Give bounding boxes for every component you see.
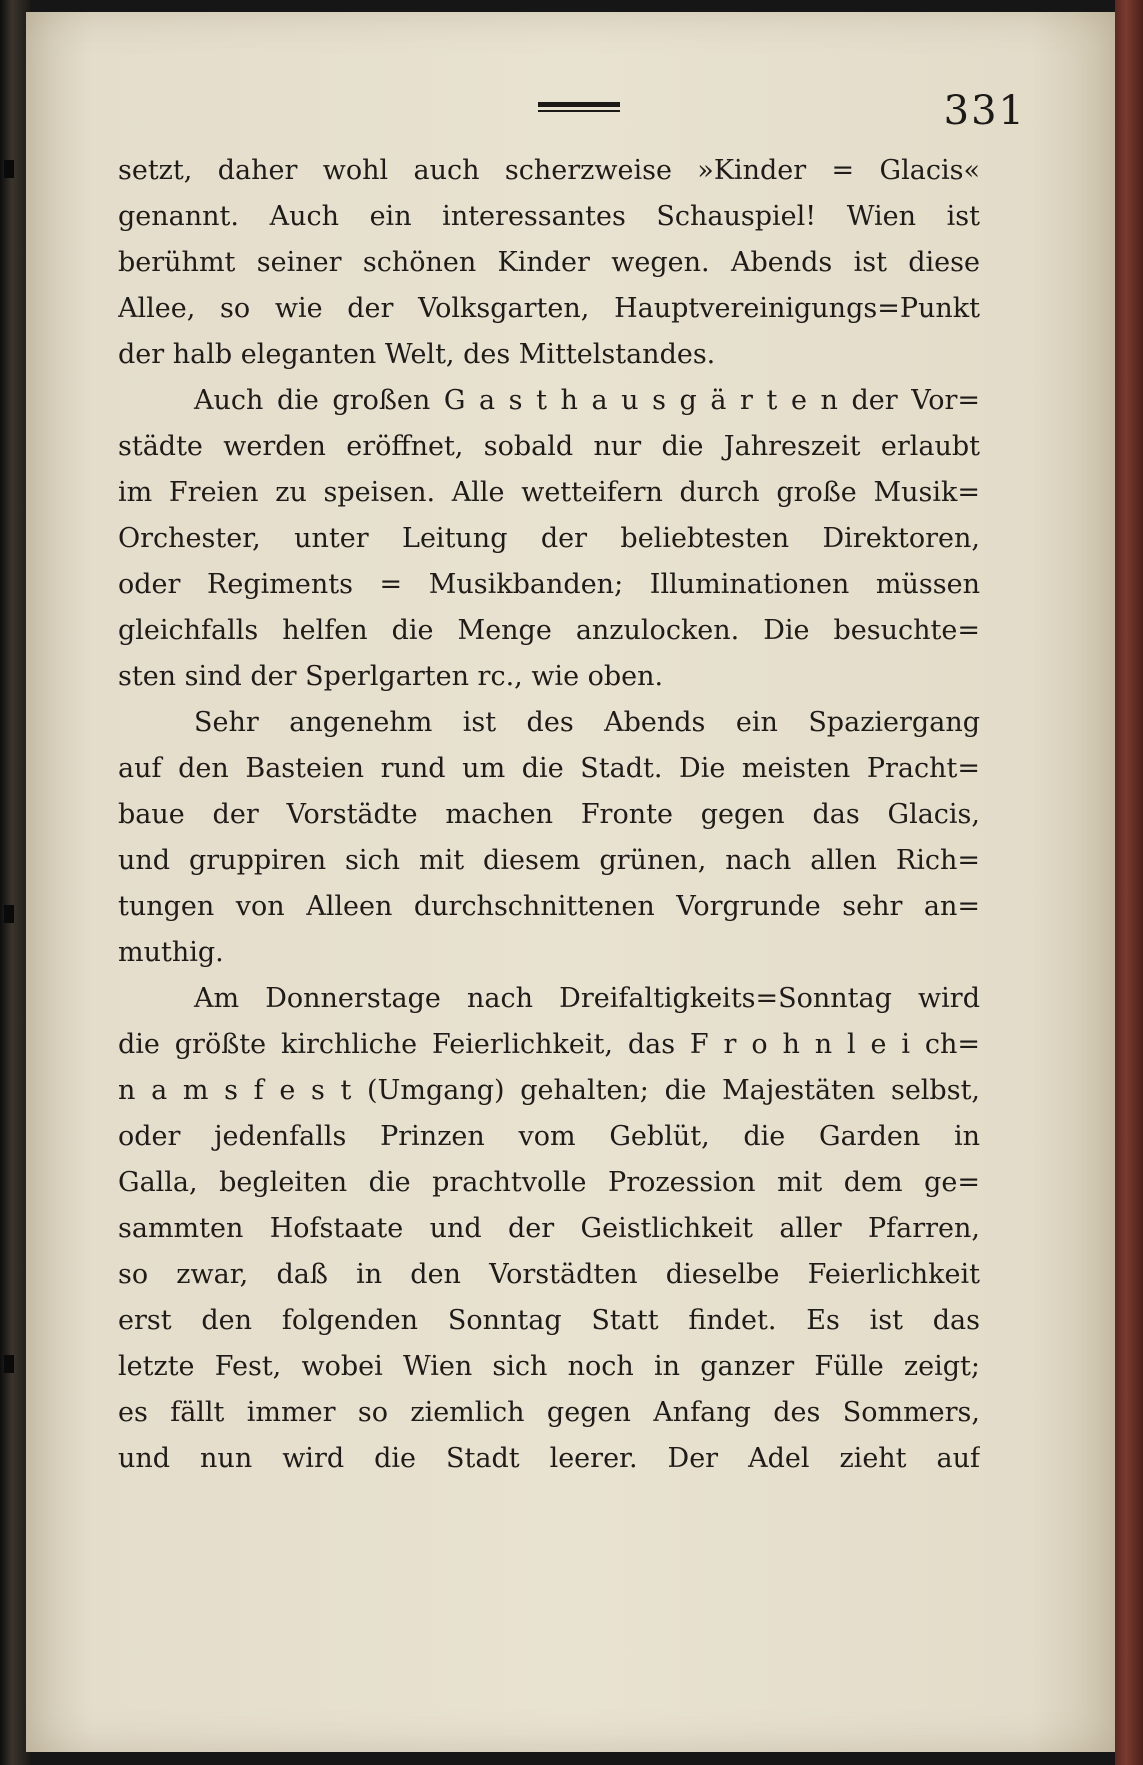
text-line: der halb eleganten Welt, des Mittelstandes. — [118, 339, 716, 370]
text-line: genannt. Auch ein interessantes Schauspiel! Wien ist — [118, 201, 980, 232]
text-line: n a m s f e s t (Umgang) gehalten; die Majestäten selbst, — [118, 1075, 980, 1106]
text-line: Sehr angenehm ist des Abends ein Spaziergang — [194, 707, 980, 738]
text-line: oder jedenfalls Prinzen vom Geblüt, die Garden in — [118, 1121, 980, 1152]
text-line: so zwar, daß in den Vorstädten dieselbe Feierlichkeit — [118, 1259, 980, 1290]
text-line: und nun wird die Stadt leerer. Der Adel zieht auf — [118, 1443, 980, 1474]
text-line: sammten Hofstaate und der Geistlichkeit aller Pfarren, — [118, 1213, 980, 1244]
text-line: setzt, daher wohl auch scherzweise »Kinder = Glacis« — [118, 155, 980, 186]
text-line: letzte Fest, wobei Wien sich noch in ganzer Fülle zeigt; — [118, 1351, 980, 1382]
text-line: Orchester, unter Leitung der beliebtesten Direktoren, — [118, 523, 980, 554]
text-line: im Freien zu speisen. Alle wetteifern durch große Musik= — [118, 477, 980, 508]
text-line: Auch die großen G a s t h a u s g ä r t e n der Vor= — [194, 385, 980, 416]
text-line: Allee, so wie der Volksgarten, Hauptvereinigungs=Punkt — [118, 293, 980, 324]
text-line: erst den folgenden Sonntag Statt findet. Es ist das — [118, 1305, 980, 1336]
margin-mark — [4, 1355, 14, 1373]
header-rule — [538, 102, 620, 112]
body-text — [118, 148, 980, 1482]
text-line: muthig. — [118, 937, 224, 968]
text-line: Galla, begleiten die prachtvolle Prozession mit dem ge= — [118, 1167, 980, 1198]
book-cover-edge — [1115, 0, 1143, 1765]
text-line: berühmt seiner schönen Kinder wegen. Abends ist diese — [118, 247, 980, 278]
text-line: und gruppiren sich mit diesem grünen, nach allen Rich= — [118, 845, 980, 876]
text-line: gleichfalls helfen die Menge anzulocken. Die besuchte= — [118, 615, 980, 646]
text-line: es fällt immer so ziemlich gegen Anfang des Sommers, — [118, 1397, 980, 1428]
margin-mark — [4, 160, 14, 178]
margin-mark — [4, 905, 14, 923]
text-line: tungen von Alleen durchschnittenen Vorgrunde sehr an= — [118, 891, 980, 922]
text-line: sten sind der Sperlgarten rc., wie oben. — [118, 661, 664, 692]
text-line: die größte kirchliche Feierlichkeit, das F r o h n l e i ch= — [118, 1029, 980, 1060]
page-number: 331 — [943, 88, 1026, 134]
text-line: baue der Vorstädte machen Fronte gegen das Glacis, — [118, 799, 980, 830]
text-line: Am Donnerstage nach Dreifaltigkeits=Sonntag wird — [194, 983, 980, 1014]
text-line: oder Regiments = Musikbanden; Illuminationen müssen — [118, 569, 980, 600]
text-line: städte werden eröffnet, sobald nur die Jahreszeit erlaubt — [118, 431, 980, 462]
text-line: auf den Basteien rund um die Stadt. Die meisten Pracht= — [118, 753, 980, 784]
